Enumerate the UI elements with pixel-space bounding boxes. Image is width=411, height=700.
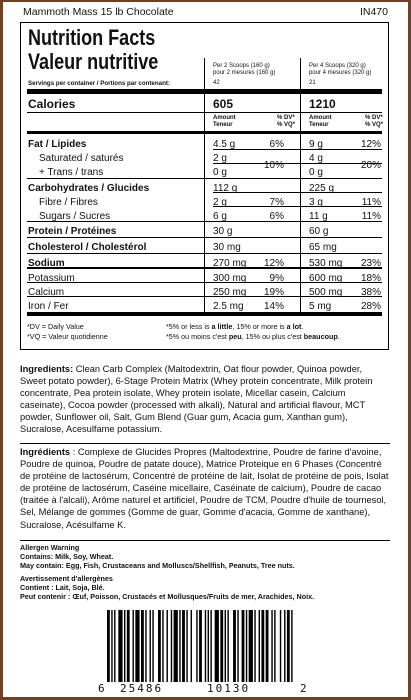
nutrient-a2: 0 g (309, 167, 323, 178)
barcode-bar (133, 610, 134, 682)
barcode-bar (118, 610, 122, 682)
nutrient-a2: 500 mg (309, 287, 343, 298)
barcode-bar (191, 610, 192, 682)
col2-serving: Per 4 Scoops (320 g) pour 4 mesures (320 g) (309, 63, 372, 76)
allergen-divider (20, 540, 390, 541)
barcode-bar (167, 610, 168, 682)
barcode-bar (208, 610, 209, 682)
nutrient-a2: 5 mg (309, 301, 332, 312)
nutrition-facts-panel (20, 22, 389, 350)
col-divider-left (204, 58, 205, 316)
nutrient-p2: 23% (360, 258, 381, 269)
product-name: Mammoth Mass 15 lb Chocolate (23, 6, 174, 18)
rule-bottom (27, 312, 382, 316)
barcode-bar (271, 610, 272, 682)
nutrient-a1: 30 g (213, 226, 233, 237)
barcode-bar (225, 610, 226, 682)
nutrient-label: Carbohydrates / Glucides (28, 183, 150, 194)
barcode-digit-left: 6 (98, 682, 105, 695)
nutrient-a1: 300 mg (213, 273, 247, 284)
barcode-bar (205, 610, 206, 682)
barcode-bar (150, 610, 151, 682)
nutrient-a2: 11 g (309, 211, 328, 222)
nutrient-a2: 530 mg (309, 258, 343, 269)
barcode-group-1: 25486 (120, 682, 164, 695)
nutrient-a1: 0 g (213, 167, 227, 178)
nutrient-label: Cholesterol / Cholestérol (28, 242, 147, 253)
nutrient-p1: 10% (263, 160, 284, 171)
barcode-bar (284, 610, 285, 682)
barcode-bar (274, 610, 275, 682)
nutrient-p2: 38% (360, 287, 381, 298)
barcode-bar (127, 610, 130, 682)
nutrient-p1: 7% (269, 197, 284, 208)
barcode-bar (242, 610, 245, 682)
dv-scale-fr: *5% ou moins c'est peu, 15% ou plus c'est beaucoup. (166, 332, 340, 341)
nutrient-a1: 112 g (213, 183, 238, 194)
barcode-image (107, 610, 294, 682)
nutrient-label: Sugars / Sucres (39, 211, 111, 222)
barcode-bar (246, 610, 247, 682)
nutrient-label: Sodium (28, 258, 65, 269)
title-en: Nutrition Facts (28, 25, 156, 50)
dv-note: *DV = Daily Value (27, 322, 84, 331)
nutrient-p1: 12% (263, 258, 284, 269)
vq-note: *VQ = Valeur quotidienne (27, 332, 108, 341)
calories-row: Calories 605 1210 (28, 97, 336, 111)
col1-serving: Per 2 Scoops (160 g) pour 2 mesures (160 g) (213, 63, 276, 76)
barcode-bar (233, 610, 236, 682)
barcode-bar (261, 610, 264, 682)
nutrient-label: + Trans / trans (39, 167, 104, 178)
nutrient-a2: 3 g (309, 197, 323, 208)
ingredients-divider (20, 443, 390, 444)
nutrient-p2: 12% (360, 139, 381, 150)
nutrient-label: Potassium (28, 273, 75, 284)
barcode-bar (162, 610, 163, 682)
nutrient-a1: 30 mg (213, 242, 241, 253)
barcode-bar (124, 610, 125, 682)
barcode-bar (287, 610, 290, 682)
barcode-bar (220, 610, 223, 682)
barcode-bar (182, 610, 185, 682)
nutrient-label: Calcium (28, 287, 65, 298)
product-code: IN470 (359, 6, 388, 18)
nutrient-p1: 19% (263, 287, 284, 298)
col2-calories: 1210 (309, 97, 336, 111)
col2-servings: 21 (309, 80, 316, 86)
nutrient-a2: 600 mg (309, 273, 343, 284)
barcode-bar (107, 610, 110, 682)
barcode-bar (196, 610, 197, 682)
ingredients-en: Ingredients: Clean Carb Complex (Maltodextrin, Oat flour powder, Quinoa powder, Sweet potato powder), 6-Stage Protein Matrix (Whey protein concentrate, Milk protein concentrate, Pea protein isolate, Whey protein isolate, Micellar casein, Calcium caseinate), Cocoa powder (processed with alkali), Natural and artificial flavour, MCT powder, Sunflower oil, Salt, Gum Blend (Guar gum, Acacia gum, Xanthan gum), Sucralose, Acesulfame potassium. (20, 364, 373, 435)
nutrient-a1: 2.5 mg (213, 301, 244, 312)
label-header (23, 6, 388, 20)
nutrient-a1: 250 mg (213, 287, 247, 298)
nutrient-p1: 6% (269, 139, 284, 150)
nutrient-label: Iron / Fer (28, 301, 69, 312)
nutrient-p2: 11% (361, 197, 381, 208)
nutrient-a1: 2 g (213, 197, 227, 208)
barcode-bar (186, 610, 187, 682)
nutrient-a2: 4 g (309, 153, 323, 164)
barcode-bar (171, 610, 172, 682)
barcode-bar (237, 610, 238, 682)
dv-scale-en: *5% or less is a little, 15% or more is a lot. (166, 322, 304, 331)
nutrient-p2: 11% (361, 211, 381, 222)
nutrient-a1: 6 g (213, 211, 227, 222)
barcode-bar (280, 610, 281, 682)
barcode-bar (215, 610, 219, 682)
barcode-bar (114, 610, 115, 682)
barcode-digit-right: 2 (300, 682, 307, 695)
allergen-en: Allergen Warning Contains: Milk, Soy, Wheat. May contain: Egg, Fish, Crustaceans and Molluscs/Shellfish, Peanuts, Tree nuts. (20, 543, 295, 571)
barcode-bar (266, 610, 269, 682)
barcode-bar (227, 610, 228, 682)
barcode-bar (254, 610, 255, 682)
col1-servings: 42 (213, 80, 220, 86)
amount-header: Amount Teneur % DV* % VQ* Amount Teneur % DV* % VQ* (213, 115, 384, 128)
barcode-bar (141, 610, 144, 682)
barcode-bar (152, 610, 153, 682)
servings-label: Servings per container / Portions par contenant: (28, 80, 170, 87)
barcode-bar (111, 610, 112, 682)
nutrient-p2: 28% (360, 301, 381, 312)
col1-calories: 605 (213, 97, 234, 111)
nutrient-a1: 4.5 g (213, 139, 236, 150)
title-fr: Valeur nutritive (28, 49, 159, 74)
nutrient-p2: 20% (360, 160, 381, 171)
barcode-bar (259, 610, 260, 682)
ingredients-fr: Ingrédients : Complexe de Glucides Propres (Maltodextrine, Poudre de farine d'avoine, Poudre de quinoa, Poudre de patate douce), Matrice Proteique en 6 Phases (Concentré de protéine de lactosérum, Concentré de protéine de lait, Isolat de protéine de pois, Isolat de protéine de lactosérum, Caséine micellaire, Caséinate de calcium), Poudre de cacao (traitée à l'alcali), Arôme naturel et artificiel, Poudre de TCM, Poudre d'huile de tournesol, Sel, Mélange de gommes (Gomme de guar, Gomme d'acacia, Gomme de xanthane), Sucralose, Acésulfame K. (20, 447, 389, 530)
barcode-bar (179, 610, 180, 682)
nutrient-a2: 9 g (309, 139, 323, 150)
barcode-bar (199, 610, 202, 682)
nutrient-a2: 225 g (309, 183, 335, 194)
nutrient-a2: 60 g (309, 226, 329, 237)
barcode-bar (135, 610, 139, 682)
nutrient-p1: 14% (263, 301, 284, 312)
nutrient-label: Protein / Protéines (28, 226, 117, 237)
nutrient-label: Fat / Lipides (28, 139, 87, 150)
barcode-group-2: 10130 (207, 682, 251, 695)
col-divider-mid (300, 58, 301, 316)
nutrient-a1: 2 g (213, 153, 227, 164)
barcode-bar (249, 610, 253, 682)
barcode-bar (174, 610, 178, 682)
barcode-bar (210, 610, 211, 682)
barcode-bar (158, 610, 161, 682)
barcode-bar (291, 610, 292, 682)
nutrient-label: Saturated / saturés (39, 153, 124, 164)
nutrient-a2: 65 mg (309, 242, 337, 253)
nutrient-a1: 270 mg (213, 258, 247, 269)
nutrient-label: Fibre / Fibres (39, 197, 98, 208)
nutrient-p1: 6% (269, 211, 284, 222)
barcode-bar (145, 610, 146, 682)
nutrient-p2: 18% (360, 273, 381, 284)
nutrient-p1: 9% (269, 273, 284, 284)
allergen-fr: Avertissement d'allergènes Contient : Lait, Soja, Blé. Peut contenir : Œuf, Poisson, Crustacés et Mollusques/Fruits de mer, Arachides, Noix. (20, 574, 315, 602)
